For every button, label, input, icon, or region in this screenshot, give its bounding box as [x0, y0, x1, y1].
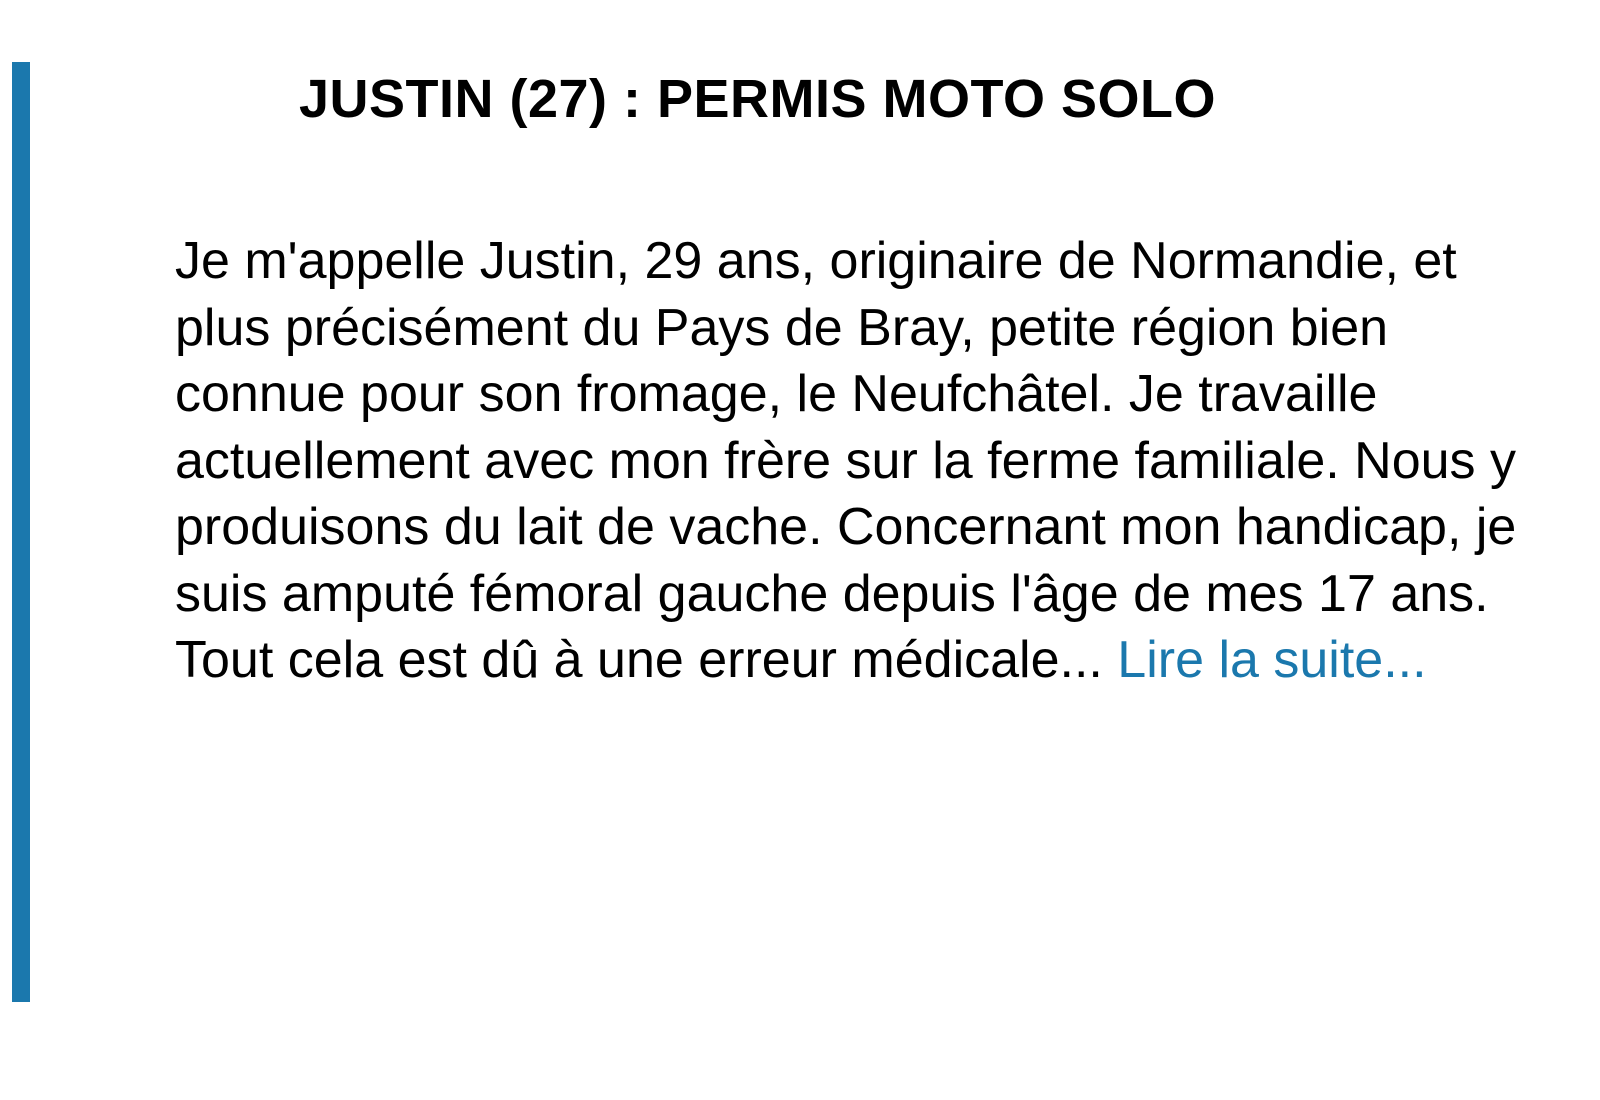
page-title: JUSTIN (27) : PERMIS MOTO SOLO [298, 69, 1217, 129]
card-content [175, 0, 1525, 690]
testimonial-body [175, 228, 1523, 694]
read-more-link[interactable]: Lire la suite... [1117, 631, 1427, 690]
left-accent-bar [12, 62, 30, 1002]
testimonial-body-text: Je m'appelle Justin, 29 ans, originaire de Normandie, et plus précisément du Pays de Bray, petite région bien connue pour son fromage, le Neufchâtel. Je travaille actuellement avec mon frère sur la ferme familiale. Nous y produisons du lait de vache. Concernant mon handicap, je suis amputé fémoral gauche depuis l'âge de mes 17 ans. Tout cela est dû à une erreur médicale... [175, 232, 1517, 690]
